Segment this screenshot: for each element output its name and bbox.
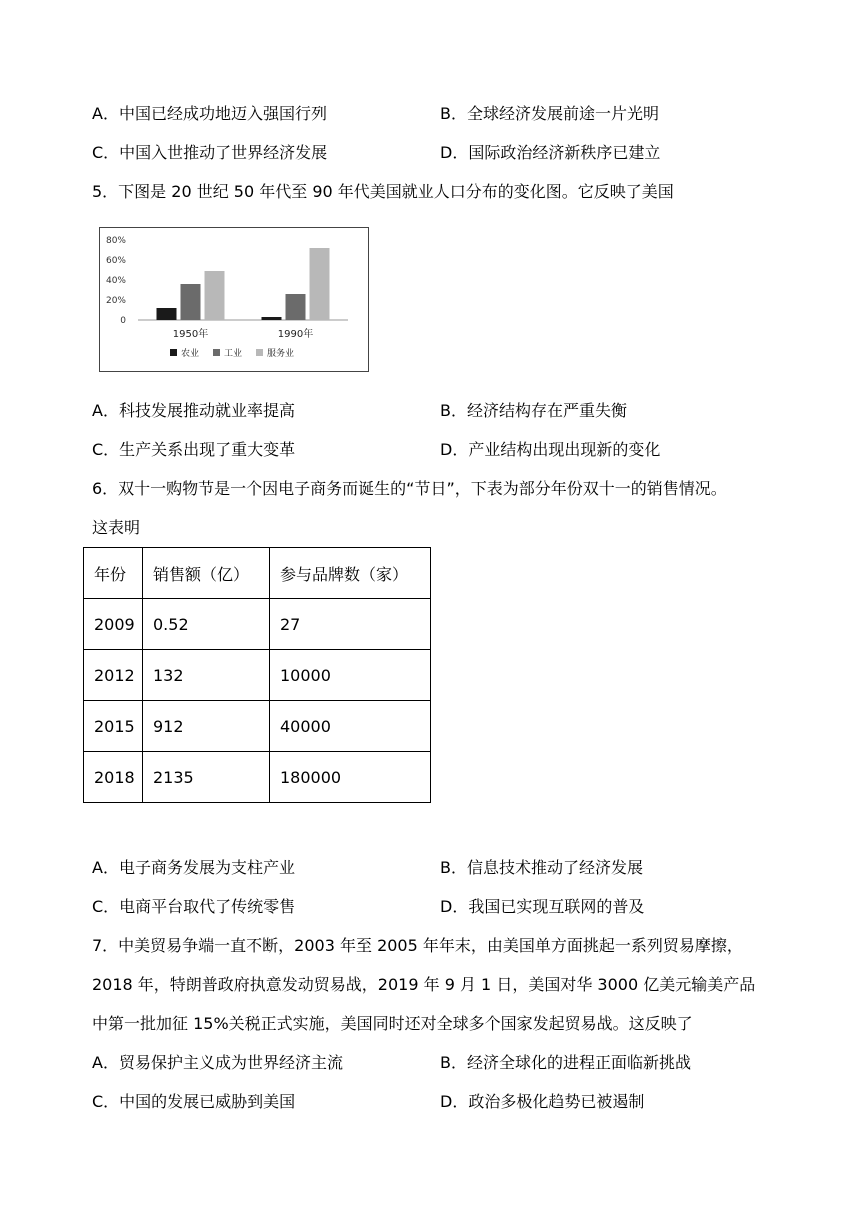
x-tick-label: 1990年 — [277, 329, 314, 340]
table-cell: 912 — [143, 701, 270, 752]
y-tick-label: 40% — [105, 276, 126, 286]
legend-label: 工业 — [224, 349, 243, 359]
table-cell: 10000 — [270, 650, 431, 701]
q5-option-b: B．经济结构存在严重失衡 — [440, 401, 627, 420]
table-header-row — [84, 548, 431, 599]
legend-swatch — [170, 349, 177, 356]
table-cell: 40000 — [270, 701, 431, 752]
table-cell: 2018 — [84, 752, 143, 803]
y-tick-label: 60% — [105, 256, 126, 266]
q6-option-d: D．我国已实现互联网的普及 — [440, 897, 645, 916]
table-cell: 132 — [143, 650, 270, 701]
table-row — [84, 752, 431, 803]
employment-bar-chart — [100, 228, 368, 371]
table-cell: 180000 — [270, 752, 431, 803]
q4-option-b: B．全球经济发展前途一片光明 — [440, 104, 659, 123]
legend-swatch — [256, 349, 263, 356]
bar-1-0 — [262, 317, 282, 320]
q6-option-b: B．信息技术推动了经济发展 — [440, 858, 643, 877]
q7-option-a: A．贸易保护主义成为世界经济主流 — [92, 1053, 343, 1072]
sales-table — [83, 547, 431, 803]
q7-option-c: C．中国的发展已威胁到美国 — [92, 1092, 296, 1111]
q7-option-d: D．政治多极化趋势已被遏制 — [440, 1092, 645, 1111]
table-cell: 27 — [270, 599, 431, 650]
bar-0-1 — [181, 284, 201, 320]
q5-stem: 5．下图是 20 世纪 50 年代至 90 年代美国就业人口分布的变化图。它反映了美国 — [92, 182, 674, 201]
table-header-cell: 参与品牌数（家） — [270, 548, 431, 599]
q6-stem-line2: 这表明 — [92, 518, 141, 537]
table-cell: 2135 — [143, 752, 270, 803]
legend-swatch — [213, 349, 220, 356]
bar-0-2 — [205, 271, 225, 320]
q4-option-c: C．中国入世推动了世界经济发展 — [92, 143, 328, 162]
q6-option-c: C．电商平台取代了传统零售 — [92, 897, 296, 916]
q7-stem-line1: 7．中美贸易争端一直不断，2003 年至 2005 年年末，由美国单方面挑起一系列贸易摩擦， — [92, 936, 743, 955]
q4-option-d: D．国际政治经济新秩序已建立 — [440, 143, 661, 162]
employment-chart — [99, 227, 369, 372]
table-row — [84, 650, 431, 701]
bar-1-1 — [286, 294, 306, 320]
table-cell: 2015 — [84, 701, 143, 752]
x-tick-label: 1950年 — [172, 329, 209, 340]
table-header-cell: 销售额（亿） — [143, 548, 270, 599]
q5-option-c: C．生产关系出现了重大变革 — [92, 440, 296, 459]
q7-option-b: B．经济全球化的进程正面临新挑战 — [440, 1053, 691, 1072]
legend-label: 农业 — [181, 349, 200, 359]
q7-stem-line2: 2018 年，特朗普政府执意发动贸易战，2019 年 9 月 1 日，美国对华 3000 亿美元输美产品 — [92, 975, 756, 994]
y-tick-label: 0 — [120, 316, 126, 326]
legend-label: 服务业 — [267, 349, 295, 359]
table-cell: 0.52 — [143, 599, 270, 650]
table-header-cell: 年份 — [84, 548, 143, 599]
bar-0-0 — [157, 308, 177, 320]
table-cell: 2012 — [84, 650, 143, 701]
q5-option-d: D．产业结构出现出现新的变化 — [440, 440, 661, 459]
y-tick-label: 20% — [105, 296, 126, 306]
q7-stem-line3: 中第一批加征 15%关税正式实施，美国同时还对全球多个国家发起贸易战。这反映了 — [92, 1014, 693, 1033]
bar-1-2 — [310, 248, 330, 320]
table-row — [84, 599, 431, 650]
table-cell: 2009 — [84, 599, 143, 650]
q4-option-a: A．中国已经成功地迈入强国行列 — [92, 104, 327, 123]
q6-option-a: A．电子商务发展为支柱产业 — [92, 858, 295, 877]
q5-option-a: A．科技发展推动就业率提高 — [92, 401, 295, 420]
q6-stem-line1: 6．双十一购物节是一个因电子商务而诞生的“节日”，下表为部分年份双十一的销售情况。 — [92, 479, 727, 498]
table-row — [84, 701, 431, 752]
y-tick-label: 80% — [105, 236, 126, 246]
